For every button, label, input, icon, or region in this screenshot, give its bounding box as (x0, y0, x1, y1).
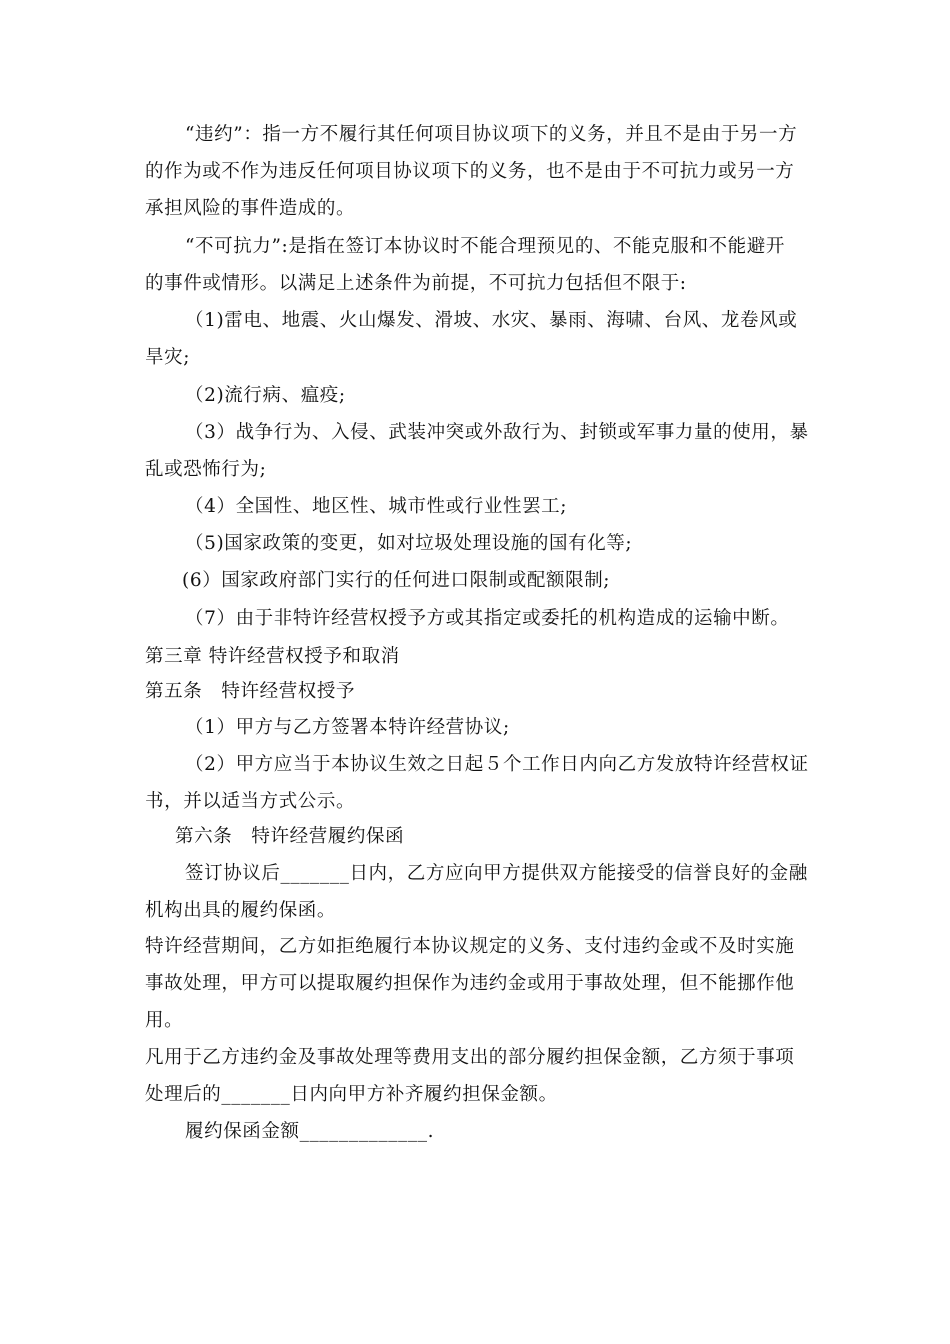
paragraph-line: 机构出具的履约保函。 (145, 900, 337, 921)
paragraph-line: 凡用于乙方违约金及事故处理等费用支出的部分履约担保金额，乙方须于事项 (145, 1047, 795, 1068)
article-heading: 第五条 特许经营权授予 (145, 681, 356, 702)
paragraph-line: 事故处理，甲方可以提取履约担保作为违约金或用于事故处理，但不能挪作他 (145, 973, 795, 994)
list-item-line: 旱灾; (145, 347, 191, 368)
list-item-line: 乱或恐怖行为; (145, 459, 267, 480)
list-item-line: （1）甲方与乙方签署本特许经营协议; (185, 717, 510, 738)
paragraph-line: “违约”：指一方不履行其任何项目协议项下的义务，并且不是由于另一方 (185, 124, 798, 145)
article-heading: 第六条 特许经营履约保函 (175, 826, 405, 847)
list-item-line: （5)国家政策的变更，如对垃圾处理设施的国有化等; (185, 533, 633, 554)
paragraph-line: “不可抗力”:是指在签订本协议时不能合理预见的、不能克服和不能避开 (185, 236, 785, 257)
list-item-line: （7）由于非特许经营权授予方或其指定或委托的机构造成的运输中断。 (185, 608, 790, 629)
paragraph-line: 签订协议后_______日内，乙方应向甲方提供双方能接受的信誉良好的金融 (185, 863, 808, 884)
list-item-line: （2）甲方应当于本协议生效之日起５个工作日内向乙方发放特许经营权证 (185, 754, 809, 775)
paragraph-line: 的作为或不作为违反任何项目协议项下的义务，也不是由于不可抗力或另一方 (145, 161, 795, 182)
paragraph-line: 特许经营期间，乙方如拒绝履行本协议规定的义务、支付违约金或不及时实施 (145, 936, 795, 957)
paragraph-line: 承担风险的事件造成的。 (145, 198, 356, 219)
paragraph-line: 的事件或情形。以满足上述条件为前提，不可抗力包括但不限于: (145, 273, 687, 294)
chapter-heading: 第三章 特许经营权授予和取消 (145, 646, 400, 667)
paragraph-line: 处理后的_______日内向甲方补齐履约担保金额。 (145, 1084, 558, 1105)
list-item-line: (6）国家政府部门实行的任何进口限制或配额限制; (182, 570, 611, 591)
list-item-line: 书，并以适当方式公示。 (145, 791, 356, 812)
list-item-line: （4）全国性、地区性、城市性或行业性罢工; (185, 496, 568, 517)
list-item-line: （2)流行病、瘟疫; (185, 385, 346, 406)
paragraph-line: 用。 (145, 1010, 184, 1031)
paragraph-line: 履约保函金额_____________. (185, 1121, 435, 1142)
list-item-line: （1)雷电、地震、火山爆发、滑坡、水灾、暴雨、海啸、台风、龙卷风或 (185, 310, 798, 331)
list-item-line: （3）战争行为、入侵、武装冲突或外敌行为、封锁或军事力量的使用，暴 (185, 422, 809, 443)
